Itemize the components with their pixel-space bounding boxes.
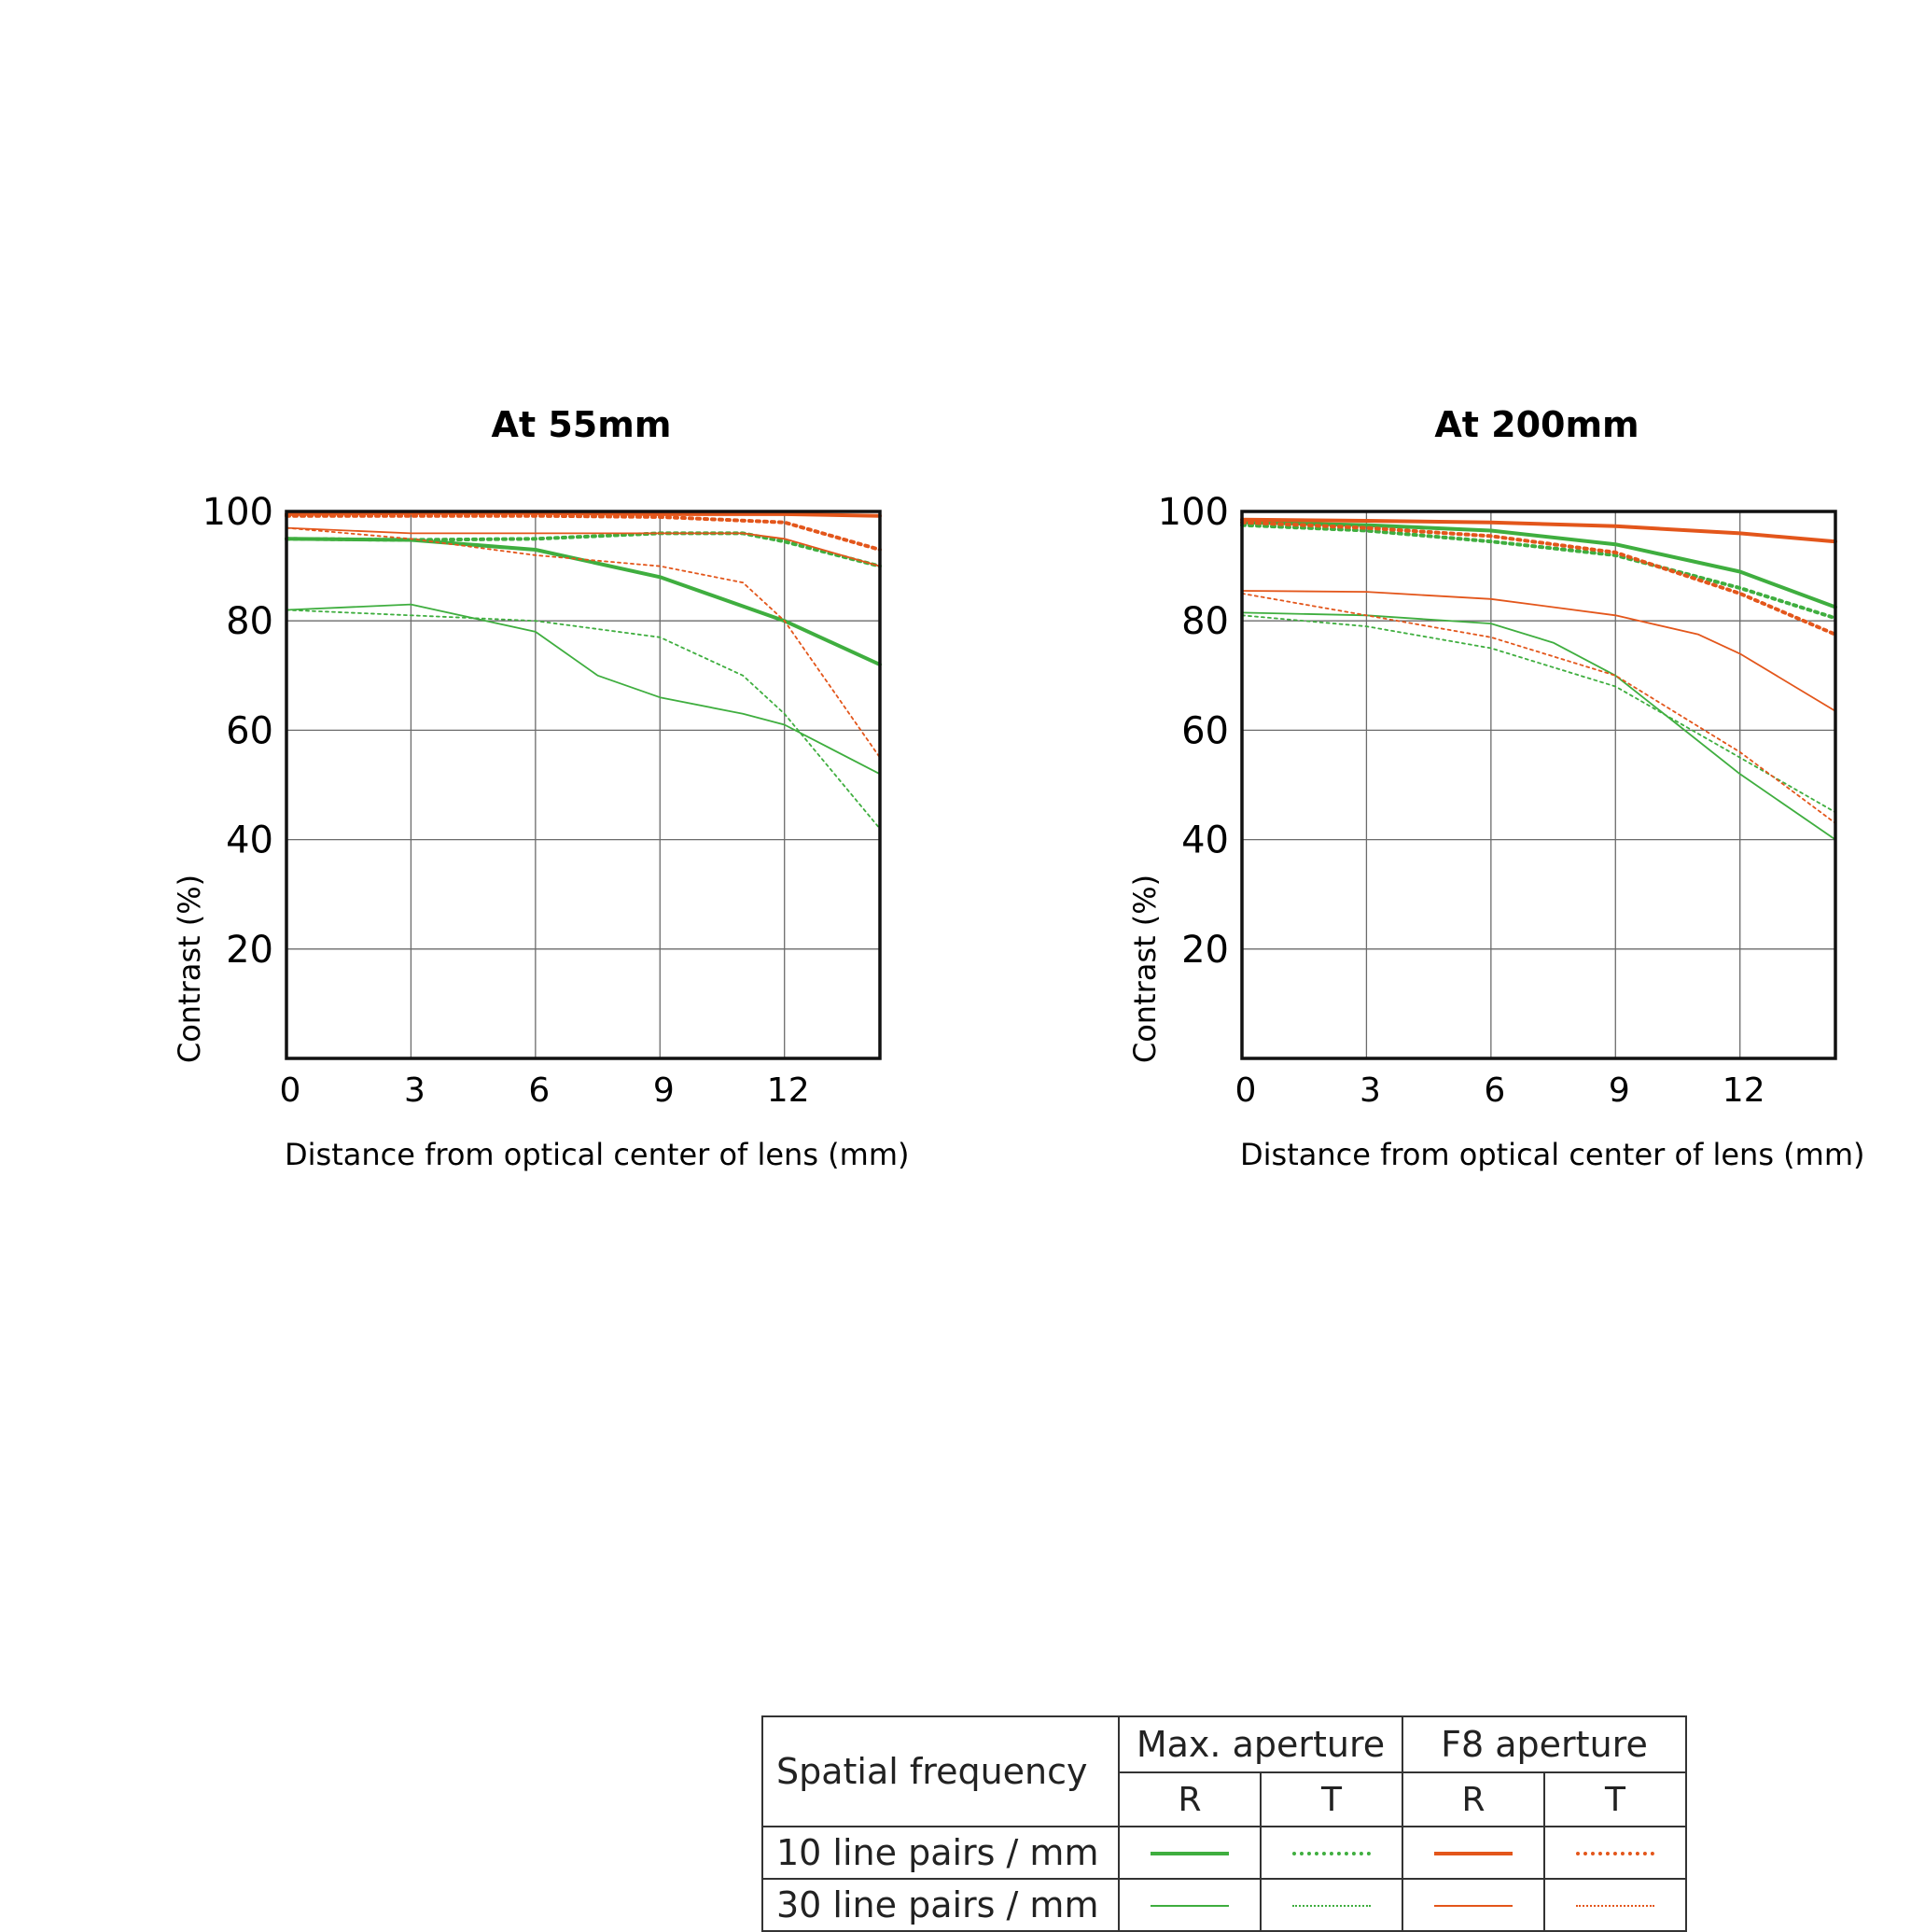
x-tick-label: 9 — [652, 1071, 675, 1110]
x-tick-label: 0 — [279, 1071, 301, 1110]
legend-sub-r-f8: R — [1402, 1772, 1544, 1827]
series-line-max-aperture-r-30-lp-mm — [286, 605, 880, 775]
chart-at-200mm — [956, 0, 1911, 1213]
series-line-max-aperture-t-30-lp-mm — [286, 610, 880, 829]
legend-sample-cell — [1402, 1827, 1544, 1879]
y-axis-label: Contrast (%) — [1127, 874, 1163, 1064]
plot-frame — [286, 511, 880, 1058]
legend-sample-max-t-10 — [1292, 1852, 1371, 1855]
y-tick-label: 40 — [226, 819, 273, 862]
y-tick-label: 100 — [1157, 491, 1229, 534]
x-axis-label: Distance from optical center of lens (mm) — [1240, 1137, 1865, 1172]
x-tick-label: 6 — [528, 1071, 551, 1110]
legend-sample-f8-r-10 — [1434, 1852, 1513, 1855]
y-tick-label: 60 — [226, 709, 273, 753]
series-line-max-aperture-t-10-lp-mm — [1242, 525, 1835, 619]
legend-sub-t-max: T — [1261, 1772, 1402, 1827]
legend-table — [761, 1715, 1687, 1932]
legend-sub-r-max: R — [1119, 1772, 1261, 1827]
legend-header-spatial-frequency: Spatial frequency — [762, 1716, 1119, 1827]
y-tick-label: 40 — [1181, 819, 1229, 862]
series-line-f8-aperture-t-10-lp-mm — [1242, 523, 1835, 635]
x-tick-label: 6 — [1484, 1071, 1506, 1110]
y-tick-label: 20 — [226, 928, 273, 972]
y-tick-label: 100 — [202, 491, 273, 534]
y-axis-label: Contrast (%) — [172, 874, 207, 1064]
chart-at-55mm — [0, 0, 956, 1213]
series-line-f8-aperture-t-30-lp-mm — [1242, 594, 1835, 823]
series-line-max-aperture-r-10-lp-mm — [286, 539, 880, 665]
legend-group-f8-aperture: F8 aperture — [1402, 1716, 1686, 1772]
series-line-max-aperture-r-30-lp-mm — [1242, 612, 1835, 839]
legend-sample-f8-t-30 — [1576, 1905, 1654, 1907]
legend-group-max-aperture: Max. aperture — [1119, 1716, 1402, 1772]
grid — [286, 511, 880, 1058]
x-tick-label: 9 — [1608, 1071, 1630, 1110]
chart-title: At 200mm — [1434, 404, 1639, 445]
x-tick-label: 0 — [1234, 1071, 1257, 1110]
legend-sample-cell — [1261, 1827, 1402, 1879]
chart-title: At 55mm — [491, 404, 672, 445]
legend-sample-max-t-30 — [1292, 1905, 1371, 1907]
legend-row-10lp: 10 line pairs / mm — [762, 1827, 1119, 1879]
y-tick-label: 20 — [1181, 928, 1229, 972]
legend-sample-max-r-10 — [1151, 1852, 1229, 1855]
legend-row-30lp: 30 line pairs / mm — [762, 1879, 1119, 1931]
x-tick-label: 12 — [766, 1071, 810, 1110]
legend-sample-f8-r-30 — [1434, 1905, 1513, 1907]
series-line-f8-aperture-r-30-lp-mm — [1242, 591, 1835, 711]
plot-frame — [1242, 511, 1835, 1058]
legend-sub-t-f8: T — [1544, 1772, 1686, 1827]
y-tick-label: 80 — [1181, 600, 1229, 644]
y-tick-label: 80 — [226, 600, 273, 644]
legend-sample-cell — [1402, 1879, 1544, 1931]
x-tick-label: 3 — [403, 1071, 425, 1110]
legend-sample-cell — [1119, 1879, 1261, 1931]
series-line-max-aperture-t-30-lp-mm — [1242, 615, 1835, 812]
x-tick-label: 12 — [1722, 1071, 1765, 1110]
legend-sample-cell — [1544, 1827, 1686, 1879]
legend-sample-cell — [1261, 1879, 1402, 1931]
legend-sample-f8-t-10 — [1576, 1852, 1654, 1855]
legend-sample-cell — [1119, 1827, 1261, 1879]
y-tick-label: 60 — [1181, 709, 1229, 753]
series-line-f8-aperture-t-30-lp-mm — [286, 528, 880, 758]
grid — [1242, 511, 1835, 1058]
legend-sample-cell — [1544, 1879, 1686, 1931]
x-axis-label: Distance from optical center of lens (mm) — [285, 1137, 910, 1172]
x-tick-label: 3 — [1359, 1071, 1381, 1110]
legend-sample-max-r-30 — [1151, 1905, 1229, 1907]
